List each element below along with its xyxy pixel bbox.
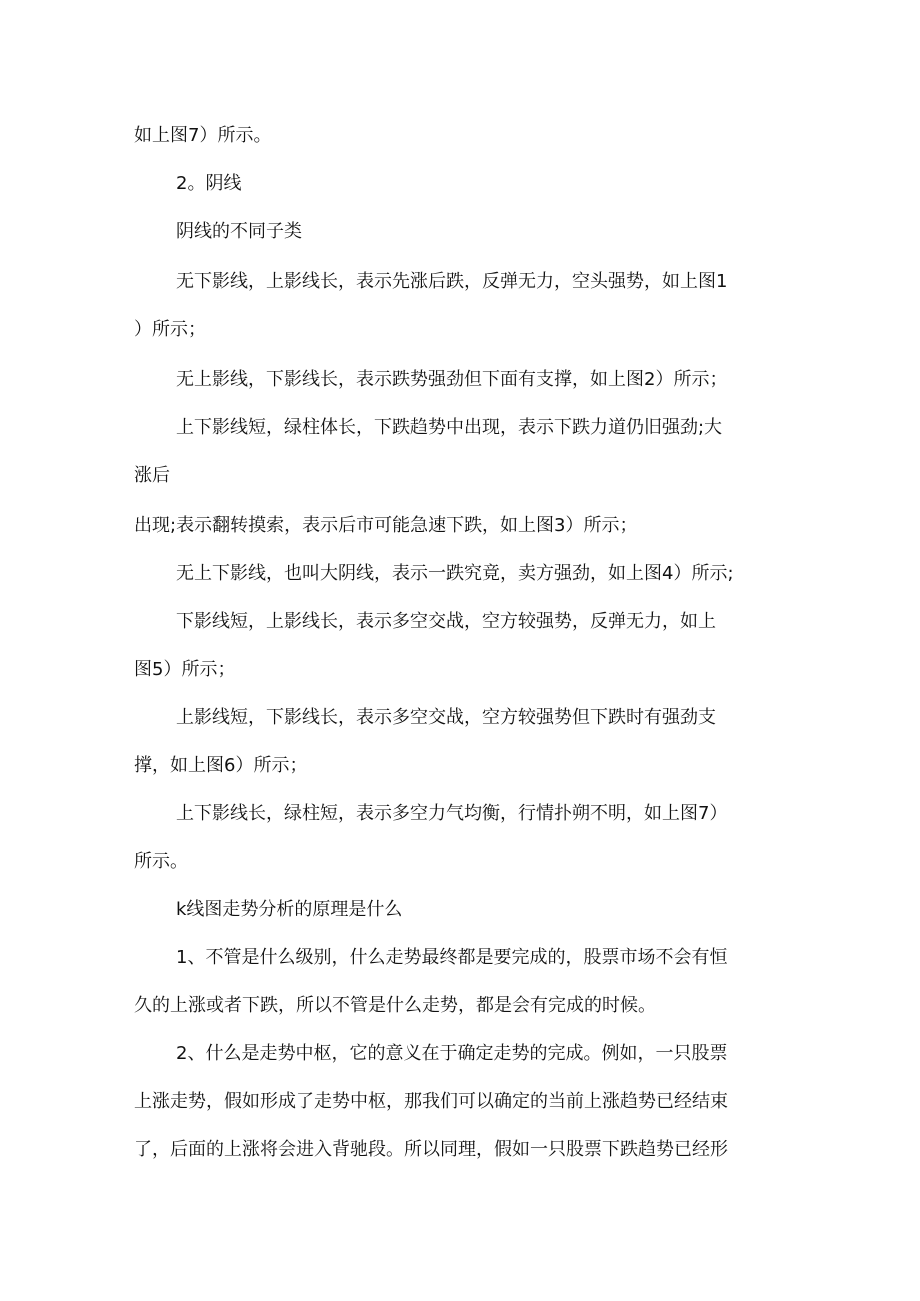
text-line: 无上下影线，也叫大阴线，表示一跌究竟，卖方强劲，如上图4）所示; — [176, 563, 734, 584]
text-line: 上影线短，下影线长，表示多空交战，空方较强势但下跌时有强劲支 — [176, 707, 716, 728]
text-line: 出现;表示翻转摸索，表示后市可能急速下跌，如上图3）所示； — [134, 515, 638, 536]
text-line: 撑，如上图6）所示； — [134, 755, 308, 776]
text-line: 了，后面的上涨将会进入背驰段。所以同理，假如一只股票下跌趋势已经形 — [134, 1139, 728, 1160]
text-line: 上下影线长，绿柱短，表示多空力气均衡，行情扑朔不明，如上图7） — [176, 803, 728, 824]
text-line: 如上图7）所示。 — [134, 125, 272, 146]
text-line: 上涨走势，假如形成了走势中枢，那我们可以确定的当前上涨趋势已经结束 — [134, 1091, 728, 1112]
section-heading: k线图走势分析的原理是什么 — [176, 899, 403, 920]
text-line: 无下影线，上影线长，表示先涨后跌，反弹无力，空头强势，如上图1 — [176, 271, 728, 292]
text-line: 图5）所示； — [134, 659, 236, 680]
subsection-heading: 阴线的不同子类 — [176, 221, 302, 242]
text-line: 久的上涨或者下跌，所以不管是什么走势，都是会有完成的时候。 — [134, 995, 656, 1016]
section-heading: 2。阴线 — [176, 173, 242, 194]
text-line: 无上影线，下影线长，表示跌势强劲但下面有支撑，如上图2）所示； — [176, 369, 728, 390]
text-line: 涨后 — [134, 465, 170, 486]
text-line: 下影线短，上影线长，表示多空交战，空方较强势，反弹无力，如上 — [176, 611, 716, 632]
text-line: 2、什么是走势中枢，它的意义在于确定走势的完成。例如，一只股票 — [176, 1043, 728, 1064]
text-line: ）所示； — [134, 319, 206, 340]
text-line: 1、不管是什么级别，什么走势最终都是要完成的，股票市场不会有恒 — [176, 947, 728, 968]
text-line: 所示。 — [134, 851, 188, 872]
text-line: 上下影线短，绿柱体长，下跌趋势中出现，表示下跌力道仍旧强劲;大 — [176, 417, 723, 438]
